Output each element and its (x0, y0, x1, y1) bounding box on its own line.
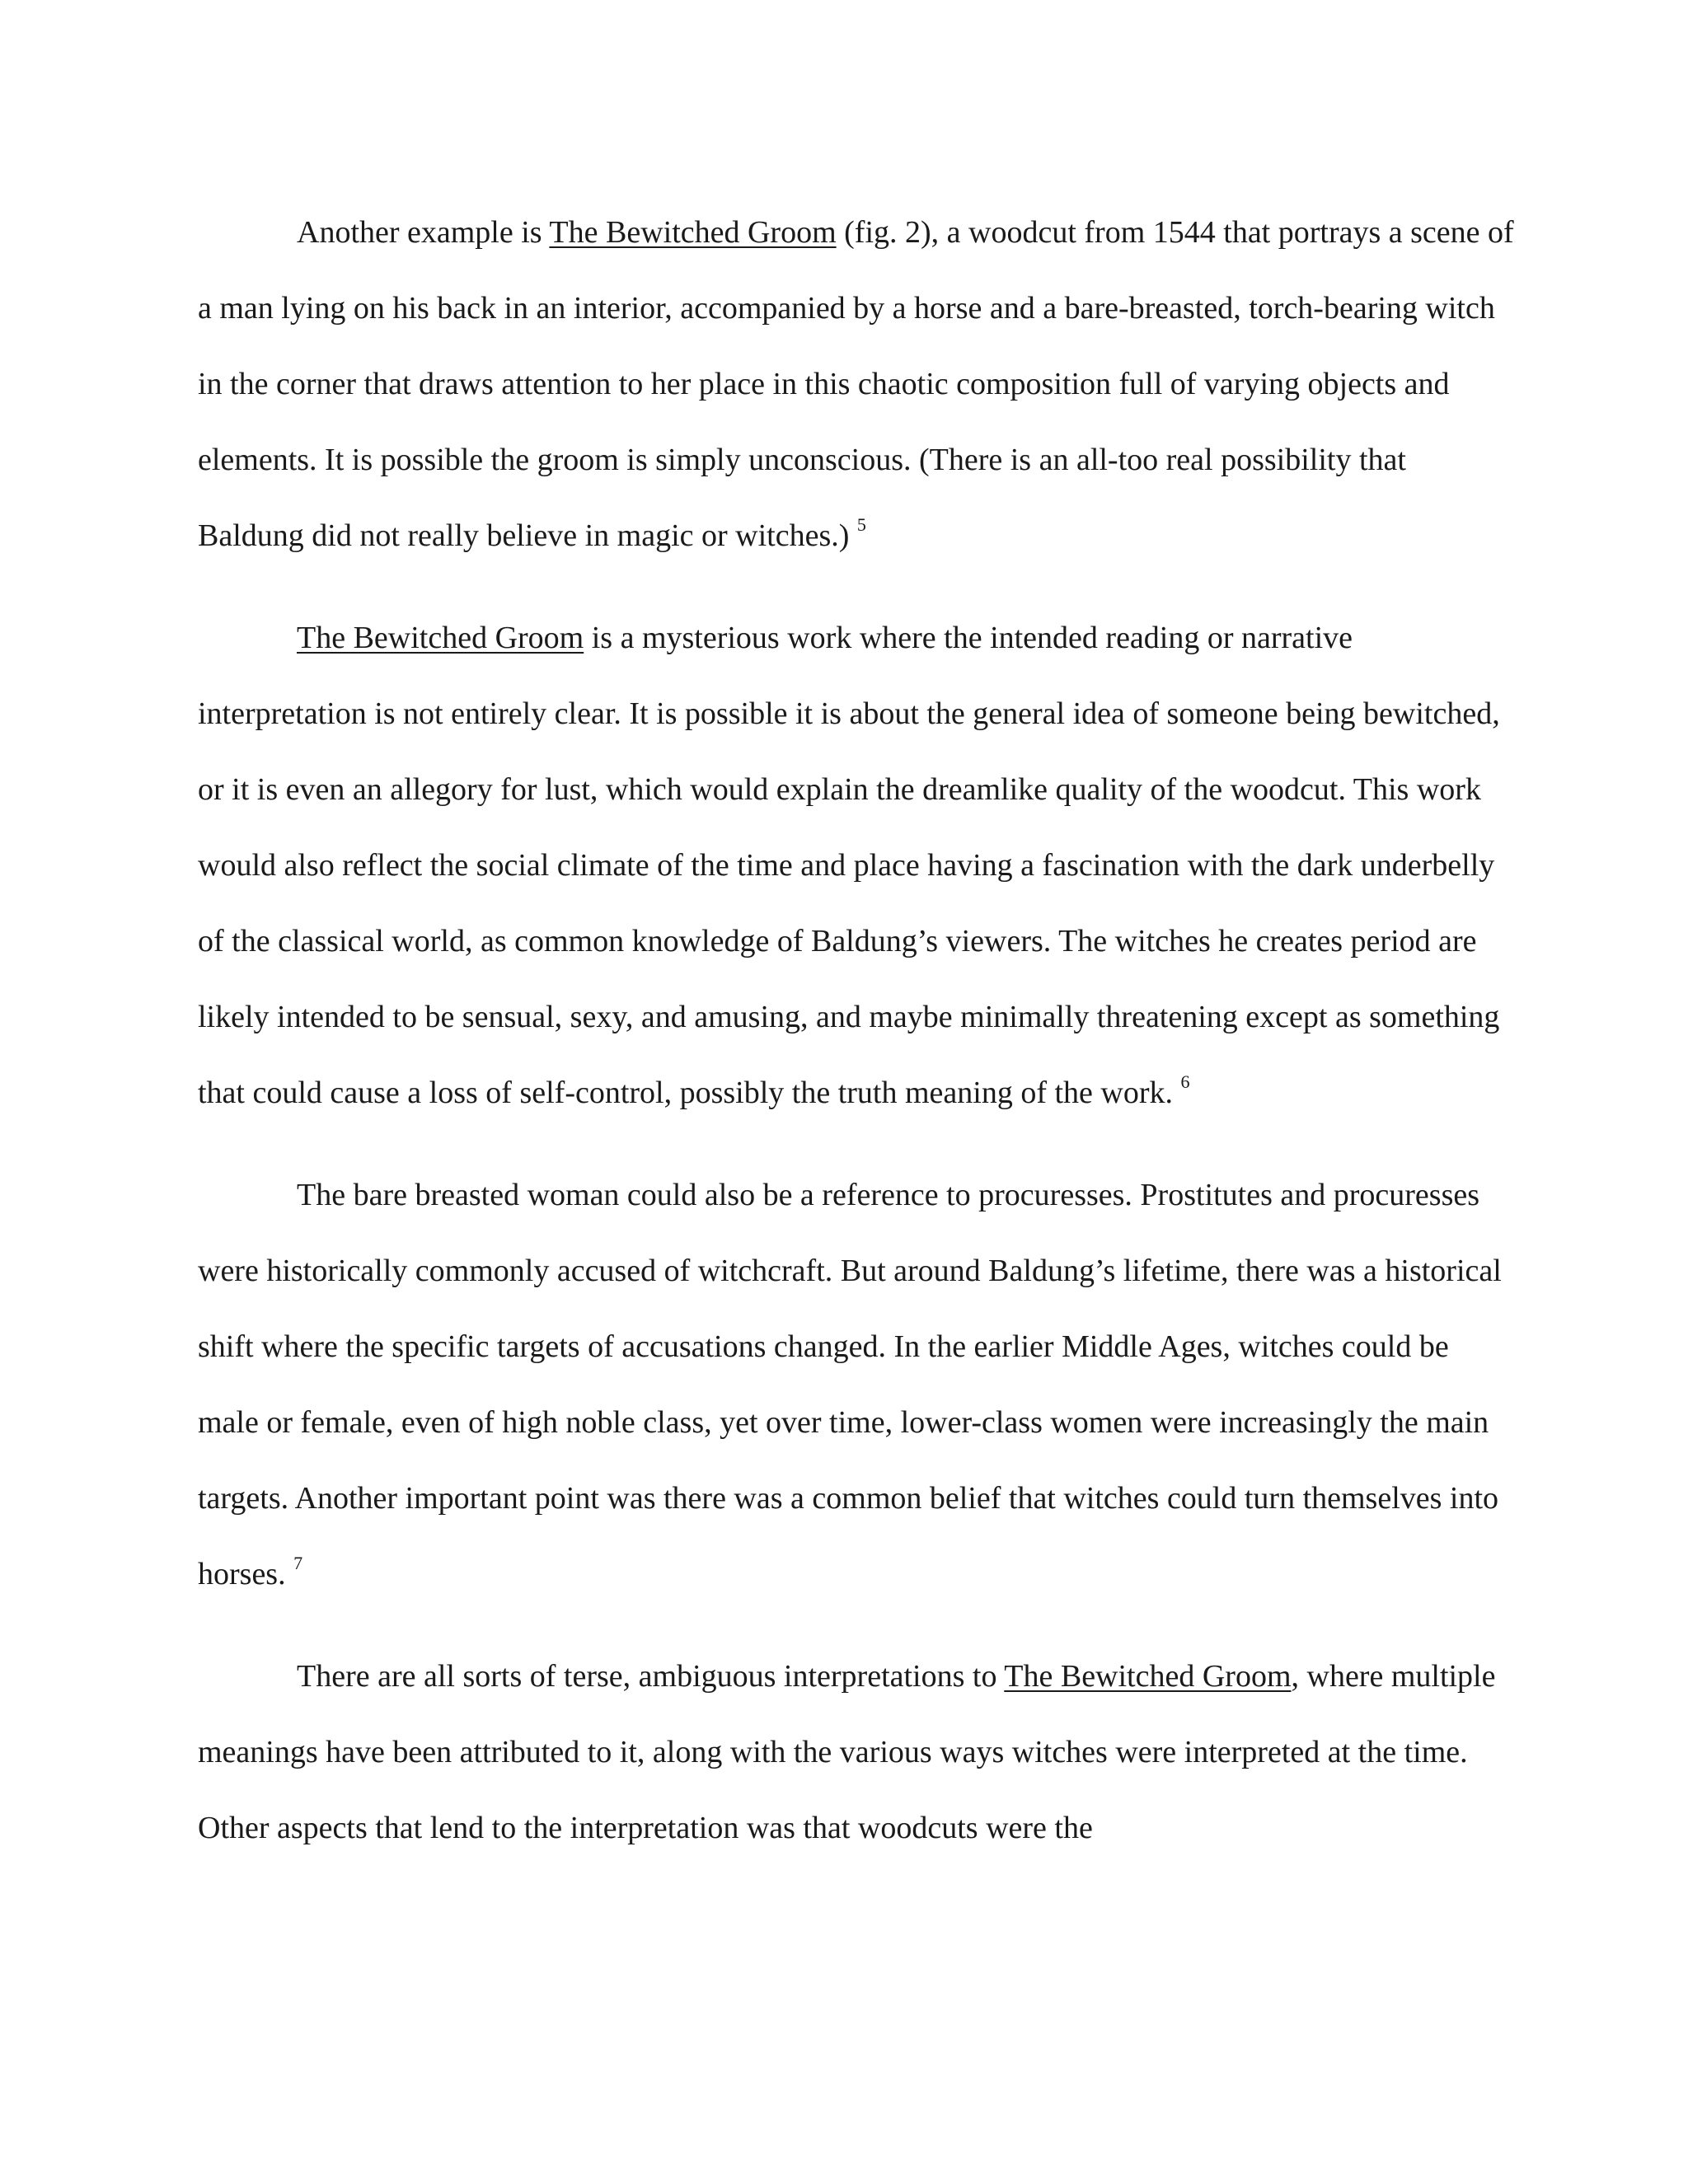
footnote-marker: 6 (1180, 1071, 1190, 1093)
text-run: The bare breasted woman could also be a reference to procuresses. Prostitutes and procuresses were historically commonly accused of witchcraft. But around Baldung’s lifetime, there was a historical shift where the specific targets of accusations changed. In the earlier Middle Ages, witches could be male or female, even of high noble class, yet over time, lower-class women were increasingly the main targets. Another important point was there was a common belief that witches could turn themselves into horses. (198, 1178, 1502, 1591)
paragraph-3 (198, 1157, 1517, 1612)
text-run: There are all sorts of terse, ambiguous interpretations to (297, 1659, 1005, 1694)
text-run: Another example is (297, 215, 550, 250)
paragraph-4 (198, 1638, 1517, 1866)
body-text (198, 194, 1517, 1866)
artwork-title: The Bewitched Groom (549, 215, 837, 250)
text-run: (fig. 2), a woodcut from 1544 that portrays a scene of a man lying on his back in an interior, accompanied by a horse and a bare-breasted, torch-bearing witch in the corner that draws attention to her place in this chaotic composition full of varying objects and elements. It is possible the groom is simply unconscious. (There is an all-too real possibility that Baldung did not really believe in magic or witches.) (198, 215, 1514, 553)
footnote-marker: 7 (293, 1553, 303, 1574)
paragraph-1 (198, 194, 1517, 574)
text-run: is a mysterious work where the intended reading or narrative interpretation is not entirely clear. It is possible it is about the general idea of someone being bewitched, or it is even an allegory for lust, which would explain the dreamlike quality of the woodcut. This work would also reflect the social climate of the time and place having a fascination with the dark underbelly of the classical world, as common knowledge of Baldung’s viewers. The witches he creates period are likely intended to be sensual, sexy, and amusing, and maybe minimally threatening except as something that could cause a loss of self-control, possibly the truth meaning of the work. (198, 621, 1500, 1110)
paragraph-2 (198, 600, 1517, 1131)
text-run: , where multiple meanings have been attributed to it, along with the various ways witches were interpreted at the time. Other aspects that lend to the interpretation was that woodcuts were the (198, 1659, 1496, 1845)
artwork-title: The Bewitched Groom (1004, 1659, 1292, 1694)
footnote-marker: 5 (856, 514, 866, 536)
artwork-title: The Bewitched Groom (297, 621, 584, 655)
